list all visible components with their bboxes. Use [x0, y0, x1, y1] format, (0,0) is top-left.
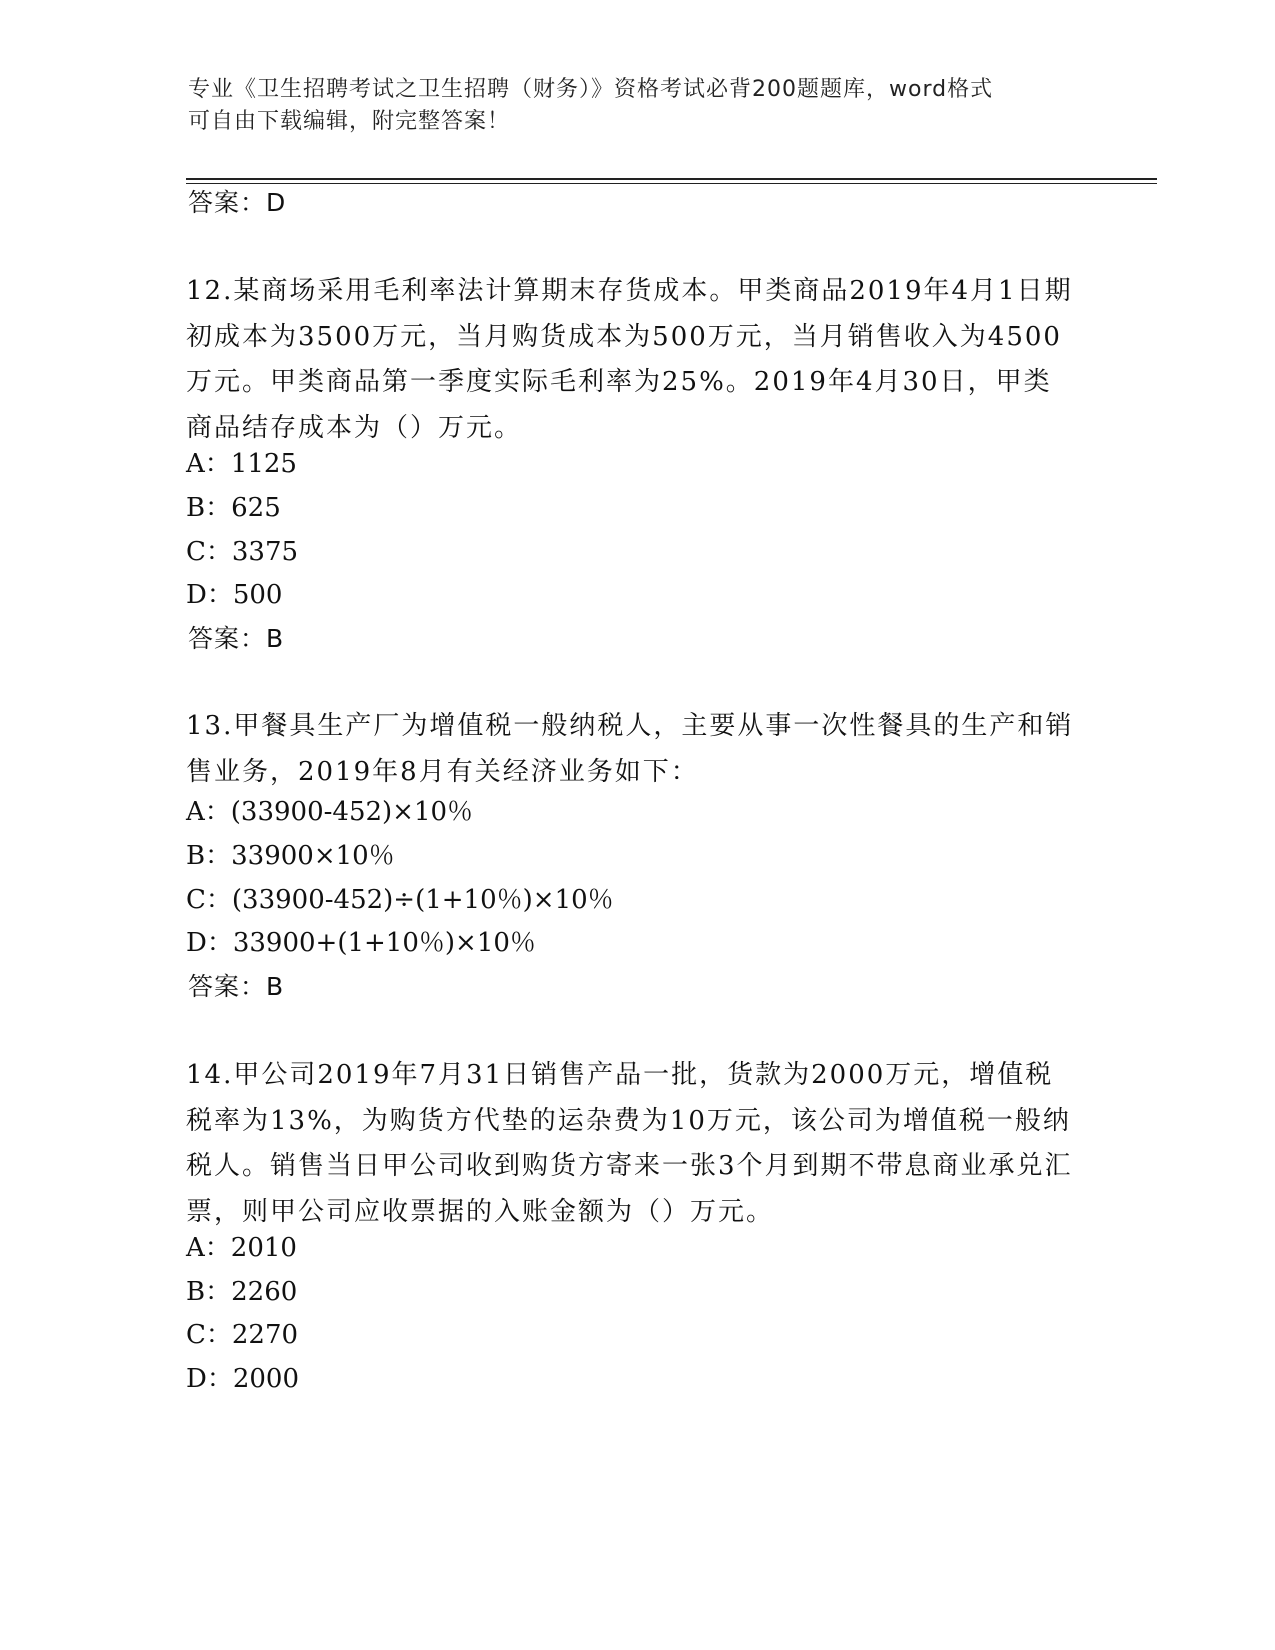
- question-13-option-a: A：(33900-452)×10％: [186, 797, 474, 827]
- question-13-answer: 答案：B: [188, 972, 285, 1001]
- header-line-1: 专业《卫生招聘考试之卫生招聘（财务）》资格考试必背200题题库，word格式: [188, 77, 994, 102]
- question-14-option-a: A：2010: [186, 1233, 297, 1263]
- document-header: [188, 74, 1068, 138]
- question-14-option-b: B：2260: [186, 1277, 298, 1307]
- question-12-answer: 答案：B: [188, 624, 285, 653]
- question-13-text: 13.甲餐具生产厂为增值税一般纳税人，主要从事一次性餐具的生产和销售业务，2019年8月有关经济业务如下：: [186, 711, 1074, 787]
- question-14-option-d: D：2000: [186, 1364, 300, 1394]
- question-12-option-c: C：3375: [186, 537, 299, 567]
- question-12-option-d: D：500: [186, 580, 283, 610]
- header-divider-thick: [186, 178, 1157, 180]
- question-14-option-c: C：2270: [186, 1320, 299, 1350]
- question-12-option-b: B：625: [186, 493, 281, 523]
- question-13-option-d: D：33900+(1+10％)×10％: [186, 928, 536, 958]
- header-divider-thin: [186, 183, 1157, 184]
- question-14-text: 14.甲公司2019年7月31日销售产品一批，货款为2000万元，增值税税率为13%，为购货方代垫的运杂费为10万元，该公司为增值税一般纳税人。销售当日甲公司收到购货方寄来一张3个月到期不带息商业承兑汇票，则甲公司应收票据的入账金额为（）万元。: [186, 1060, 1073, 1227]
- question-12-text: 12.某商场采用毛利率法计算期末存货成本。甲类商品2019年4月1日期初成本为3500万元，当月购货成本为500万元，当月销售收入为4500万元。甲类商品第一季度实际毛利率为25%。2019年4月30日，甲类商品结存成本为（）万元。: [186, 276, 1073, 443]
- header-line-2: 可自由下载编辑，附完整答案！: [188, 109, 511, 134]
- question-13-option-c: C：(33900-452)÷(1+10％)×10％: [186, 885, 614, 915]
- question-12-option-a: A：1125: [186, 449, 297, 479]
- question-13-option-b: B：33900×10％: [186, 841, 395, 871]
- previous-answer: 答案：D: [188, 188, 287, 217]
